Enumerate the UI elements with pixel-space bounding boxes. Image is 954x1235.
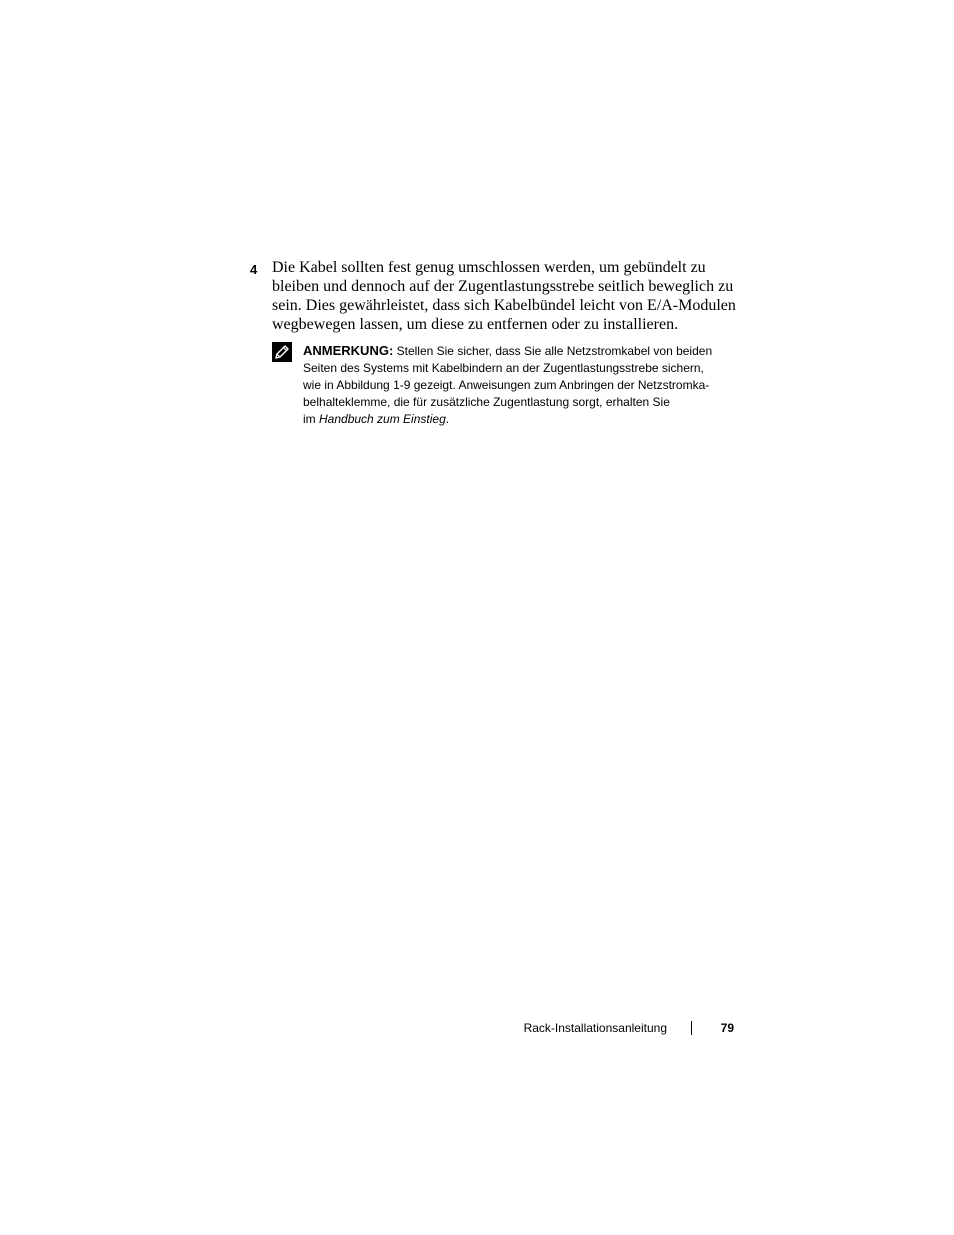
step-text-line: sein. Dies gewährleistet, dass sich Kabelbündel leicht von E/A-Modulen	[272, 297, 736, 314]
step-text	[272, 258, 736, 334]
page-number: 79	[720, 1021, 734, 1035]
note-line: belhalteklemme, die für zusätzliche Zugentlastung sorgt, erhalten Sie	[303, 395, 670, 409]
step-text-line: bleiben und dennoch auf der Zugentlastungsstrebe seitlich beweglich zu	[272, 278, 734, 295]
step-text-line: wegbewegen lassen, um diese zu entfernen oder zu installieren.	[272, 316, 679, 333]
note-line: Seiten des Systems mit Kabelbindern an der Zugentlastungsstrebe sichern,	[303, 361, 704, 375]
note-label: ANMERKUNG:	[303, 343, 394, 358]
note-line-text: Stellen Sie sicher, dass Sie alle Netzstromkabel von beiden	[393, 344, 713, 358]
note-line-prefix: im	[303, 412, 319, 426]
pencil-note-icon	[272, 342, 292, 362]
document-reference: Handbuch zum Einstieg	[319, 412, 446, 426]
note-line	[303, 342, 743, 360]
step-text-line: Die Kabel sollten fest genug umschlossen werden, um gebündelt zu	[272, 259, 706, 276]
footer-divider	[691, 1021, 692, 1035]
note-line: wie in Abbildung 1-9 gezeigt. Anweisungen zum Anbringen der Netzstromka-	[303, 378, 710, 392]
note-line-suffix: .	[445, 412, 450, 426]
note-line	[303, 411, 743, 428]
page-footer	[500, 1018, 740, 1038]
step-number: 4	[250, 262, 258, 277]
note-text	[303, 342, 743, 428]
footer-document-title: Rack-Installationsanleitung	[523, 1021, 667, 1035]
